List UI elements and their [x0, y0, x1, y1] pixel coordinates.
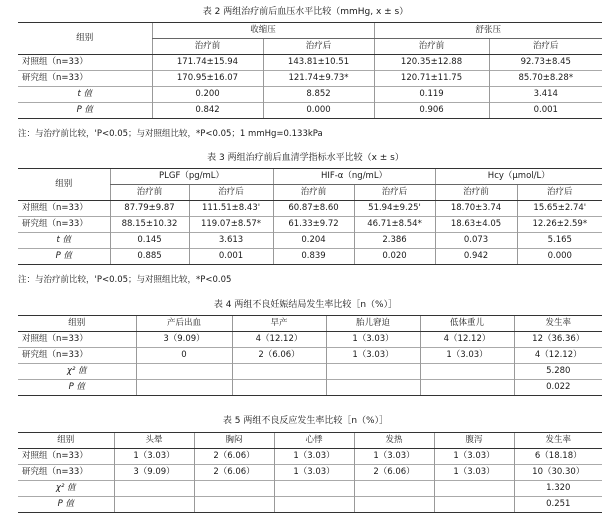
table5-cell: 1（3.03） [434, 465, 514, 481]
table5-cell: P 值 [18, 497, 114, 513]
table3-subheader: 治疗后 [189, 185, 273, 201]
table4-cell: 12（36.36） [514, 332, 602, 348]
table2-cell: 3.414 [489, 87, 602, 103]
table4-header: 低体重儿 [420, 316, 514, 332]
table3-cell: 0.942 [435, 249, 517, 265]
table5-cell: 1（3.03） [354, 449, 434, 465]
table3-cell: 119.07±8.57* [189, 217, 273, 233]
table3-cell: 0.020 [354, 249, 435, 265]
table3-cell: 5.165 [517, 233, 602, 249]
table2-dbp-after: 治疗后 [489, 39, 602, 55]
table4-cell: 0 [136, 348, 232, 364]
table3-row [18, 249, 602, 265]
table5-cell: 1（3.03） [274, 449, 354, 465]
table4-cell: 对照组（n=33） [22, 334, 88, 344]
table5-cell [434, 497, 514, 513]
table2-row [18, 103, 602, 119]
table2-note: 注：与治疗前比较，'P<0.05；与对照组比较，*P<0.05；1 mmHg=0.133kPa [18, 129, 323, 139]
table5-row [18, 465, 602, 481]
table4 [18, 315, 602, 396]
table4-header: 胎儿窘迫 [326, 316, 420, 332]
table5 [18, 432, 602, 513]
table3-cell: 46.71±8.54* [354, 217, 435, 233]
table4-cell: 4（12.12） [420, 332, 514, 348]
table5-cell [194, 481, 274, 497]
table2-row [18, 71, 602, 87]
table2-cell: 8.852 [263, 87, 374, 103]
table4-cell: 1（3.03） [420, 348, 514, 364]
table2-sbp-after: 治疗后 [263, 39, 374, 55]
table4-cell [136, 380, 232, 396]
table5-header: 腹泻 [434, 433, 514, 449]
table2-cell: 85.70±8.28* [489, 71, 602, 87]
table4-cell [326, 380, 420, 396]
table4-row [18, 364, 602, 380]
table3-cell: P 值 [18, 249, 110, 265]
table4-cell: 研究组（n=33） [18, 348, 136, 364]
table2-sbp-header: 收缩压 [152, 23, 374, 39]
table3-note: 注：与治疗前比较，'P<0.05；与对照组比较，*P<0.05 [18, 275, 232, 285]
table2-cell: 170.95±16.07 [152, 71, 263, 87]
table4-cell: 3（9.09） [136, 332, 232, 348]
table3-cell: 51.94±9.25' [354, 201, 435, 217]
table5-cell: 1.320 [514, 481, 602, 497]
table2-cell: 120.71±11.75 [374, 71, 489, 87]
table2-cell: 研究组（n=33） [18, 71, 152, 87]
table2-cell: 对照组（n=33） [22, 57, 88, 67]
table2-caption: 表 2 两组治疗前后血压水平比较（mmHg, x ± s） [202, 7, 409, 17]
table2 [18, 22, 602, 119]
table3-cell: 0.073 [435, 233, 517, 249]
table2-row [18, 55, 602, 71]
table5-row [18, 449, 602, 465]
table5-cell [434, 481, 514, 497]
table5-cell [354, 481, 434, 497]
table4-row [18, 380, 602, 396]
table5-cell [354, 497, 434, 513]
table5-cell: 6（18.18） [514, 449, 602, 465]
table5-cell: 研究组（n=33） [18, 465, 114, 481]
table4-cell [420, 364, 514, 380]
table4-cell: 1（3.03） [326, 348, 420, 364]
table5-header: 头晕 [114, 433, 194, 449]
table2-cell: 171.74±15.94 [152, 55, 263, 71]
table5-cell [274, 497, 354, 513]
table2-cell: 0.119 [374, 87, 489, 103]
table3-cell: 0.204 [273, 233, 354, 249]
table3-cell: 61.33±9.72 [273, 217, 354, 233]
table3-hcy-header: Hcy（μmol/L） [435, 169, 602, 185]
table5-cell: 2（6.06） [354, 465, 434, 481]
table3-cell: 0.839 [273, 249, 354, 265]
table2-sbp-before: 治疗前 [152, 39, 263, 55]
table3-cell: 研究组（n=33） [18, 217, 110, 233]
table2-cell: P 值 [18, 103, 152, 119]
table4-header: 发生率 [514, 316, 602, 332]
table3-cell: 3.613 [189, 233, 273, 249]
table3-plgf-header: PLGF（pg/mL） [110, 169, 273, 185]
table3-cell: 0.001 [189, 249, 273, 265]
table3-row [18, 217, 602, 233]
table2-cell: t 值 [18, 87, 152, 103]
table3-cell: 111.51±8.43' [189, 201, 273, 217]
table4-cell [420, 380, 514, 396]
table3-row [18, 233, 602, 249]
table5-header: 发热 [354, 433, 434, 449]
table3-group-header: 组别 [18, 169, 110, 201]
table4-row [18, 348, 602, 364]
table3-cell: 0.000 [517, 249, 602, 265]
table4-cell: 0.022 [514, 380, 602, 396]
table4-cell: 4（12.12） [232, 332, 326, 348]
table3-row [18, 201, 602, 217]
table3-subheader: 治疗前 [110, 185, 189, 201]
table5-header: 组别 [18, 433, 114, 449]
table4-cell: 2（6.06） [232, 348, 326, 364]
table5-cell [194, 497, 274, 513]
table4-cell: 5.280 [514, 364, 602, 380]
table2-cell: 0.001 [489, 103, 602, 119]
table4-cell: 1（3.03） [326, 332, 420, 348]
table5-header: 发生率 [514, 433, 602, 449]
table5-cell: 1（3.03） [114, 449, 194, 465]
table4-cell [326, 364, 420, 380]
table3-cell: 对照组（n=33） [22, 203, 88, 213]
table5-cell: 10（30.30） [514, 465, 602, 481]
table2-row [18, 87, 602, 103]
table5-cell: 1（3.03） [274, 465, 354, 481]
table2-cell: 121.74±9.73* [263, 71, 374, 87]
table2-cell: 0.200 [152, 87, 263, 103]
table5-cell: 3（9.09） [114, 465, 194, 481]
table3-cell: 2.386 [354, 233, 435, 249]
table5-cell [114, 481, 194, 497]
table4-header: 组别 [18, 316, 136, 332]
table4-caption: 表 4 两组不良妊娠结局发生率比较［n（%）］ [213, 300, 398, 310]
table3-subheader: 治疗后 [517, 185, 602, 201]
table3-caption: 表 3 两组治疗前后血清学指标水平比较（x ± s） [207, 153, 404, 163]
table5-cell: 2（6.06） [194, 449, 274, 465]
table5-cell: χ² 值 [18, 481, 114, 497]
table3-cell: 18.63±4.05 [435, 217, 517, 233]
table3-cell: 12.26±2.59* [517, 217, 602, 233]
table5-row [18, 481, 602, 497]
table5-cell [114, 497, 194, 513]
table3-hif-header: HIF-α（ng/mL） [273, 169, 435, 185]
table5-caption: 表 5 两组不良反应发生率比较［n（%）］ [222, 416, 389, 426]
table5-header: 心悸 [274, 433, 354, 449]
table3-cell: 87.79±9.87 [110, 201, 189, 217]
table4-header: 早产 [232, 316, 326, 332]
table4-cell [232, 364, 326, 380]
table3-cell: 18.70±3.74 [435, 201, 517, 217]
table2-cell: 143.81±10.51 [263, 55, 374, 71]
table2-dbp-before: 治疗前 [374, 39, 489, 55]
table4-cell: P 值 [18, 380, 136, 396]
table5-cell [274, 481, 354, 497]
table2-cell: 0.906 [374, 103, 489, 119]
table2-cell: 0.000 [263, 103, 374, 119]
table2-cell: 120.35±12.88 [374, 55, 489, 71]
table3-subheader: 治疗前 [273, 185, 354, 201]
table3-cell: 15.65±2.74' [517, 201, 602, 217]
table3-cell: 60.87±8.60 [273, 201, 354, 217]
table4-row [18, 332, 602, 348]
table3-cell: 0.885 [110, 249, 189, 265]
table3-subheader: 治疗前 [435, 185, 517, 201]
table2-cell: 92.73±8.45 [489, 55, 602, 71]
table5-header: 胸闷 [194, 433, 274, 449]
table3 [18, 168, 602, 265]
table3-cell: 88.15±10.32 [110, 217, 189, 233]
table5-cell: 1（3.03） [434, 449, 514, 465]
table3-cell: 0.145 [110, 233, 189, 249]
table4-cell: χ² 值 [18, 364, 136, 380]
table4-cell [232, 380, 326, 396]
table2-cell: 0.842 [152, 103, 263, 119]
table5-cell: 0.251 [514, 497, 602, 513]
table4-cell [136, 364, 232, 380]
table5-cell: 对照组（n=33） [22, 451, 88, 461]
table2-dbp-header: 舒张压 [374, 23, 602, 39]
table4-header: 产后出血 [136, 316, 232, 332]
table5-row [18, 497, 602, 513]
table5-cell: 2（6.06） [194, 465, 274, 481]
table3-subheader: 治疗后 [354, 185, 435, 201]
table2-group-header: 组别 [18, 23, 152, 55]
table3-cell: t 值 [18, 233, 110, 249]
table4-cell: 4（12.12） [514, 348, 602, 364]
